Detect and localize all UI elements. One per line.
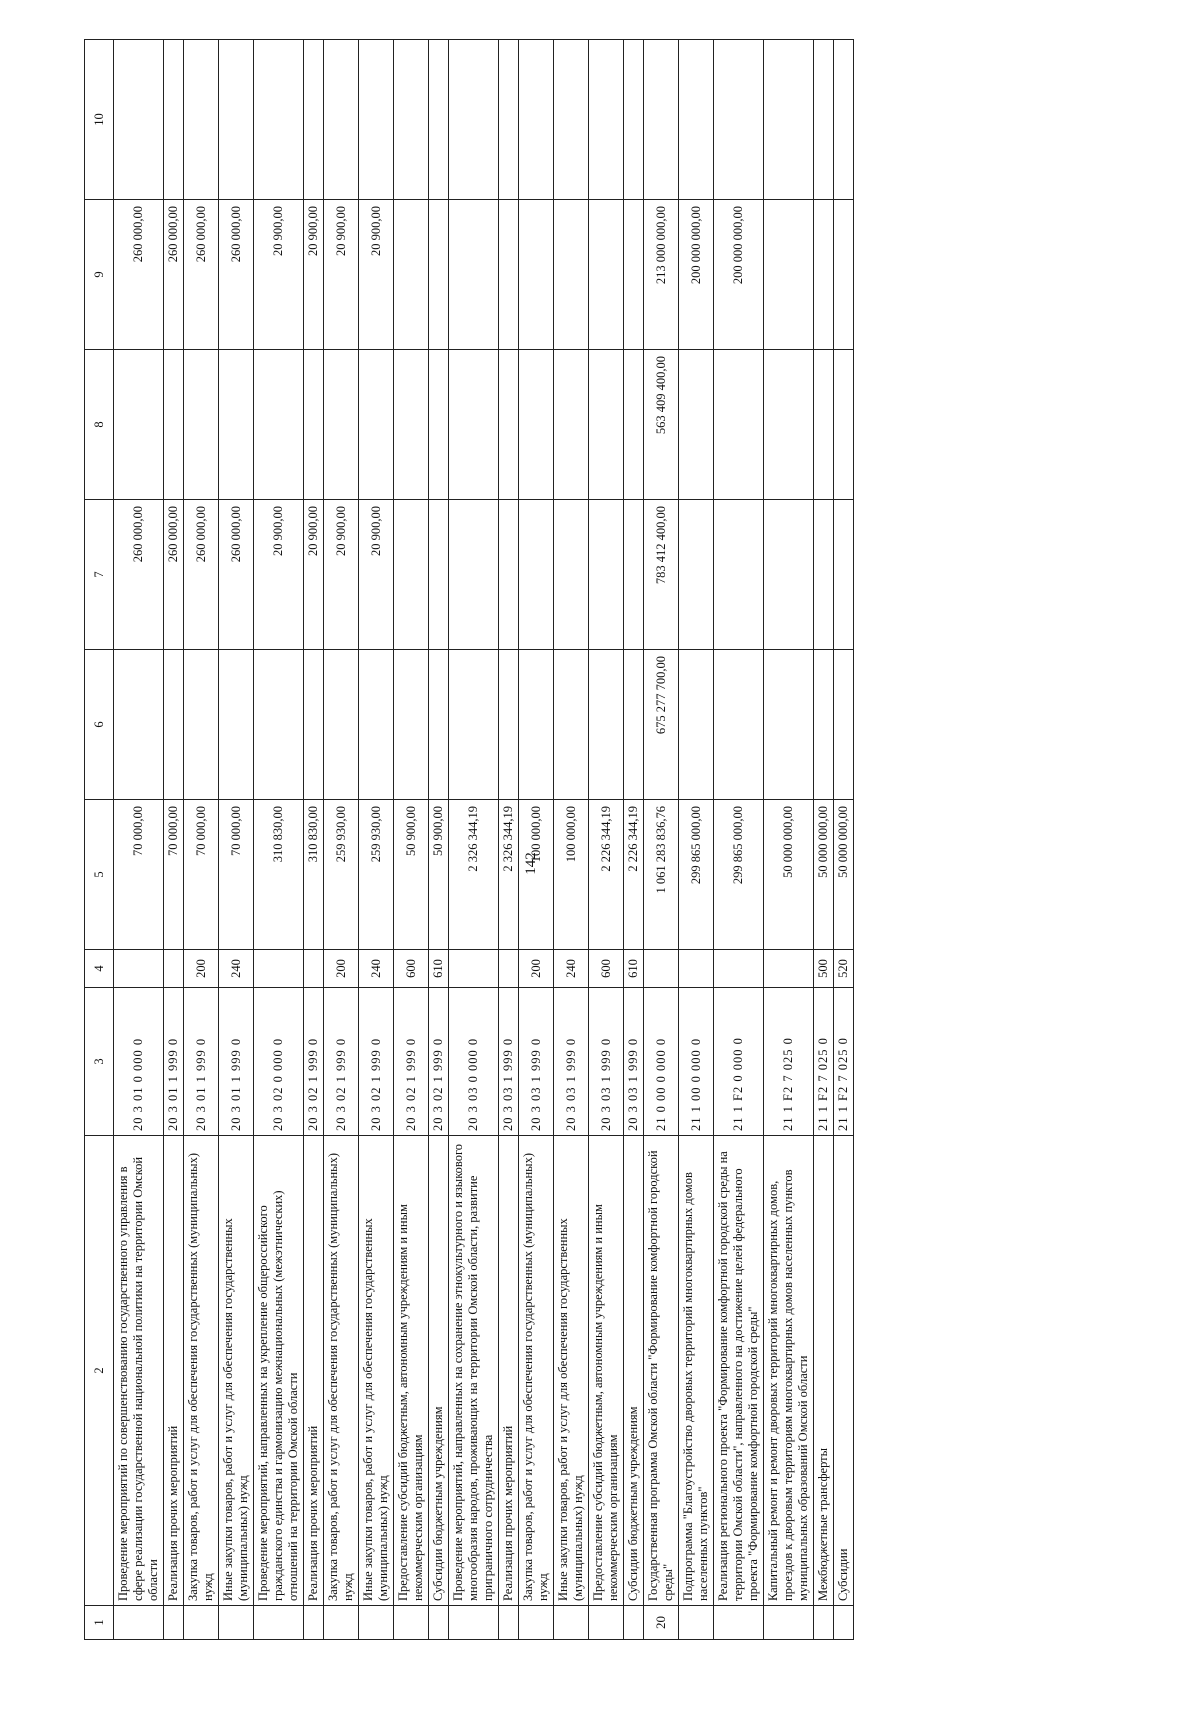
row-expense-type — [449, 950, 499, 988]
row-number — [714, 1606, 764, 1640]
row-col-5: 100 000,00 — [554, 800, 589, 950]
row-col-6 — [254, 650, 304, 800]
row-code: 20 3 03 1 999 0 — [554, 988, 589, 1136]
row-expense-type: 240 — [554, 950, 589, 988]
table-body — [114, 40, 854, 1640]
row-col-9 — [394, 200, 429, 350]
row-expense-type — [114, 950, 164, 988]
row-col-8 — [394, 350, 429, 500]
row-code: 20 3 03 1 999 0 — [499, 988, 519, 1136]
row-col-9: 260 000,00 — [114, 200, 164, 350]
row-col-9: 213 000 000,00 — [644, 200, 679, 350]
row-name: Предоставление субсидий бюджетным, автономным учреждениям и иным некоммерческим организациям — [394, 1136, 429, 1606]
row-code: 21 1 F2 7 025 0 — [814, 988, 834, 1136]
row-col-5: 50 900,00 — [394, 800, 429, 950]
row-col-8 — [324, 350, 359, 500]
header-col-9: 9 — [85, 200, 114, 350]
table-row — [184, 40, 219, 1640]
row-col-10 — [359, 40, 394, 200]
row-col-8 — [449, 350, 499, 500]
header-col-4: 4 — [85, 950, 114, 988]
row-expense-type: 600 — [394, 950, 429, 988]
table-row — [714, 40, 764, 1640]
row-col-10 — [644, 40, 679, 200]
row-col-5: 299 865 000,00 — [714, 800, 764, 950]
row-code: 20 3 03 1 999 0 — [589, 988, 624, 1136]
table-row — [499, 40, 519, 1640]
row-col-8 — [679, 350, 714, 500]
row-col-7: 20 900,00 — [324, 500, 359, 650]
row-expense-type: 240 — [219, 950, 254, 988]
row-code: 20 3 01 1 999 0 — [164, 988, 184, 1136]
table-row — [679, 40, 714, 1640]
table-row — [644, 40, 679, 1640]
row-number — [359, 1606, 394, 1640]
row-code: 20 3 03 1 999 0 — [624, 988, 644, 1136]
row-col-7: 20 900,00 — [304, 500, 324, 650]
row-col-8 — [834, 350, 854, 500]
row-col-6 — [184, 650, 219, 800]
row-col-9 — [764, 200, 814, 350]
row-code: 20 3 02 0 000 0 — [254, 988, 304, 1136]
row-col-5: 70 000,00 — [184, 800, 219, 950]
row-expense-type — [304, 950, 324, 988]
row-col-10 — [254, 40, 304, 200]
row-number — [834, 1606, 854, 1640]
row-col-9 — [834, 200, 854, 350]
row-col-10 — [624, 40, 644, 200]
row-col-10 — [394, 40, 429, 200]
row-col-8 — [814, 350, 834, 500]
row-col-7: 260 000,00 — [219, 500, 254, 650]
row-col-5: 259 930,00 — [324, 800, 359, 950]
row-col-9 — [499, 200, 519, 350]
row-col-9: 260 000,00 — [219, 200, 254, 350]
header-col-7: 7 — [85, 500, 114, 650]
row-col-8 — [359, 350, 394, 500]
row-name: Государственная программа Омской области "Формирование комфортной городской среды" — [644, 1136, 679, 1606]
row-number — [764, 1606, 814, 1640]
row-number — [429, 1606, 449, 1640]
row-col-5: 2 326 344,19 — [449, 800, 499, 950]
header-col-5: 5 — [85, 800, 114, 950]
table-row — [814, 40, 834, 1640]
row-col-8 — [184, 350, 219, 500]
row-col-6 — [359, 650, 394, 800]
table-row — [164, 40, 184, 1640]
row-col-9 — [449, 200, 499, 350]
row-col-10 — [184, 40, 219, 200]
row-expense-type: 500 — [814, 950, 834, 988]
row-name: Иные закупки товаров, работ и услуг для обеспечения государственных (муниципальных) нужд — [219, 1136, 254, 1606]
row-col-7 — [714, 500, 764, 650]
row-col-7 — [589, 500, 624, 650]
row-col-5: 50 000 000,00 — [814, 800, 834, 950]
row-col-7 — [764, 500, 814, 650]
row-col-5: 70 000,00 — [114, 800, 164, 950]
row-col-6 — [114, 650, 164, 800]
row-expense-type: 200 — [184, 950, 219, 988]
row-col-8 — [254, 350, 304, 500]
row-col-6 — [219, 650, 254, 800]
row-col-8 — [114, 350, 164, 500]
header-col-2: 2 — [85, 1136, 114, 1606]
row-name: Реализация регионального проекта "Формирование комфортной городской среды на территории Омской области", направленного на достижение целей федерального проекта "Формирование комфортной городской среды" — [714, 1136, 764, 1606]
row-number — [304, 1606, 324, 1640]
row-name: Закупка товаров, работ и услуг для обеспечения государственных (муниципальных) нужд — [324, 1136, 359, 1606]
row-col-6 — [519, 650, 554, 800]
row-col-7 — [394, 500, 429, 650]
row-number — [519, 1606, 554, 1640]
row-col-5: 50 000 000,00 — [834, 800, 854, 950]
row-col-8: 563 409 400,00 — [644, 350, 679, 500]
row-number — [324, 1606, 359, 1640]
row-col-9 — [624, 200, 644, 350]
row-col-6 — [554, 650, 589, 800]
table-row — [114, 40, 164, 1640]
row-name: Предоставление субсидий бюджетным, автономным учреждениям и иным некоммерческим организациям — [589, 1136, 624, 1606]
table-row — [519, 40, 554, 1640]
row-col-5: 70 000,00 — [164, 800, 184, 950]
row-number — [164, 1606, 184, 1640]
row-col-6 — [394, 650, 429, 800]
row-name: Реализация прочих мероприятий — [304, 1136, 324, 1606]
row-col-10 — [679, 40, 714, 200]
row-col-10 — [114, 40, 164, 200]
table-row — [589, 40, 624, 1640]
row-col-8 — [764, 350, 814, 500]
row-col-7: 260 000,00 — [184, 500, 219, 650]
row-expense-type: 520 — [834, 950, 854, 988]
row-col-9: 200 000 000,00 — [714, 200, 764, 350]
table-row — [624, 40, 644, 1640]
row-col-9: 20 900,00 — [324, 200, 359, 350]
row-col-9: 20 900,00 — [359, 200, 394, 350]
row-col-10 — [714, 40, 764, 200]
row-expense-type — [764, 950, 814, 988]
row-col-6 — [324, 650, 359, 800]
row-col-5: 310 830,00 — [304, 800, 324, 950]
row-name: Иные закупки товаров, работ и услуг для обеспечения государственных (муниципальных) нужд — [554, 1136, 589, 1606]
table-row — [394, 40, 429, 1640]
row-col-8 — [499, 350, 519, 500]
row-col-6 — [589, 650, 624, 800]
row-name: Проведение мероприятий, направленных на укрепление общероссийского гражданского единства и гармонизацию межнациональных (межэтнических) отношений на территории Омской области — [254, 1136, 304, 1606]
row-col-7 — [679, 500, 714, 650]
row-col-10 — [834, 40, 854, 200]
row-code: 20 3 02 1 999 0 — [324, 988, 359, 1136]
row-code: 20 3 02 1 999 0 — [304, 988, 324, 1136]
row-col-10 — [589, 40, 624, 200]
table-row — [449, 40, 499, 1640]
row-col-8 — [714, 350, 764, 500]
row-code: 21 1 F2 7 025 0 — [834, 988, 854, 1136]
row-col-8 — [624, 350, 644, 500]
row-col-10 — [164, 40, 184, 200]
table-row — [359, 40, 394, 1640]
row-col-10 — [449, 40, 499, 200]
row-col-7 — [814, 500, 834, 650]
row-col-7 — [624, 500, 644, 650]
row-col-5: 2 326 344,19 — [499, 800, 519, 950]
row-code: 20 3 03 0 000 0 — [449, 988, 499, 1136]
row-number — [394, 1606, 429, 1640]
row-expense-type: 200 — [519, 950, 554, 988]
row-code: 21 0 00 0 000 0 — [644, 988, 679, 1136]
row-col-6 — [834, 650, 854, 800]
table-row — [254, 40, 304, 1640]
row-col-10 — [219, 40, 254, 200]
row-col-6: 675 277 700,00 — [644, 650, 679, 800]
table-row — [429, 40, 449, 1640]
table-row — [304, 40, 324, 1640]
row-expense-type: 610 — [429, 950, 449, 988]
row-col-6 — [449, 650, 499, 800]
row-col-7 — [449, 500, 499, 650]
row-number: 20 — [644, 1606, 679, 1640]
row-col-8 — [429, 350, 449, 500]
row-col-5: 1 061 283 836,76 — [644, 800, 679, 950]
row-col-10 — [814, 40, 834, 200]
row-number — [679, 1606, 714, 1640]
table-row — [324, 40, 359, 1640]
row-col-6 — [764, 650, 814, 800]
row-col-9: 200 000 000,00 — [679, 200, 714, 350]
row-code: 20 3 01 1 999 0 — [219, 988, 254, 1136]
row-col-10 — [499, 40, 519, 200]
row-expense-type — [254, 950, 304, 988]
row-col-6 — [624, 650, 644, 800]
row-expense-type: 610 — [624, 950, 644, 988]
table-row — [764, 40, 814, 1640]
row-expense-type: 600 — [589, 950, 624, 988]
row-col-9: 260 000,00 — [184, 200, 219, 350]
row-col-6 — [714, 650, 764, 800]
row-col-8 — [554, 350, 589, 500]
row-number — [499, 1606, 519, 1640]
row-name: Капитальный ремонт и ремонт дворовых территорий многоквартирных домов, проездов к дворовым территориям многоквартирных домов населенных пунктов муниципальных образований Омской области — [764, 1136, 814, 1606]
row-name: Подпрограмма "Благоустройство дворовых территорий многоквартирных домов населенных пунктов" — [679, 1136, 714, 1606]
row-code: 21 1 F2 7 025 0 — [764, 988, 814, 1136]
header-col-1: 1 — [85, 1606, 114, 1640]
row-col-9: 260 000,00 — [164, 200, 184, 350]
row-code: 21 1 00 0 000 0 — [679, 988, 714, 1136]
row-expense-type — [164, 950, 184, 988]
row-code: 20 3 02 1 999 0 — [394, 988, 429, 1136]
header-row — [85, 40, 114, 1640]
row-col-5: 50 000 000,00 — [764, 800, 814, 950]
row-col-7: 260 000,00 — [164, 500, 184, 650]
row-number — [184, 1606, 219, 1640]
row-col-6 — [164, 650, 184, 800]
row-expense-type — [499, 950, 519, 988]
row-code: 20 3 01 0 000 0 — [114, 988, 164, 1136]
row-col-5: 70 000,00 — [219, 800, 254, 950]
row-name: Закупка товаров, работ и услуг для обеспечения государственных (муниципальных) нужд — [184, 1136, 219, 1606]
row-code: 20 3 02 1 999 0 — [429, 988, 449, 1136]
row-col-7 — [554, 500, 589, 650]
row-col-7: 260 000,00 — [114, 500, 164, 650]
budget-table — [84, 39, 854, 1640]
row-col-9 — [814, 200, 834, 350]
row-name: Проведение мероприятий по совершенствованию государственного управления в сфере реализации государственной национальной политики на территории Омской области — [114, 1136, 164, 1606]
page-number: 142 — [522, 852, 539, 875]
row-col-5: 259 930,00 — [359, 800, 394, 950]
row-col-8 — [519, 350, 554, 500]
row-col-8 — [304, 350, 324, 500]
row-col-6 — [499, 650, 519, 800]
row-number — [254, 1606, 304, 1640]
row-col-7 — [429, 500, 449, 650]
row-col-10 — [764, 40, 814, 200]
row-col-8 — [589, 350, 624, 500]
row-name: Реализация прочих мероприятий — [499, 1136, 519, 1606]
row-expense-type — [644, 950, 679, 988]
table-row — [219, 40, 254, 1640]
row-number — [449, 1606, 499, 1640]
row-name: Закупка товаров, работ и услуг для обеспечения государственных (муниципальных) нужд — [519, 1136, 554, 1606]
row-code: 20 3 01 1 999 0 — [184, 988, 219, 1136]
row-col-5: 2 226 344,19 — [624, 800, 644, 950]
row-expense-type — [714, 950, 764, 988]
row-name: Проведение мероприятий, направленных на сохранение этнокультурного и языкового многообразия народов, проживающих на территории Омской области, развитие приграничного сотрудничества — [449, 1136, 499, 1606]
row-expense-type: 240 — [359, 950, 394, 988]
row-col-5: 50 900,00 — [429, 800, 449, 950]
row-col-7 — [519, 500, 554, 650]
header-col-6: 6 — [85, 650, 114, 800]
row-col-9: 20 900,00 — [254, 200, 304, 350]
row-col-9 — [519, 200, 554, 350]
row-col-7 — [499, 500, 519, 650]
header-col-8: 8 — [85, 350, 114, 500]
row-number — [114, 1606, 164, 1640]
row-name: Межбюджетные трансферты — [814, 1136, 834, 1606]
row-col-6 — [814, 650, 834, 800]
row-col-6 — [304, 650, 324, 800]
row-col-5: 299 865 000,00 — [679, 800, 714, 950]
row-col-7: 20 900,00 — [359, 500, 394, 650]
row-code: 21 1 F2 0 000 0 — [714, 988, 764, 1136]
row-number — [219, 1606, 254, 1640]
header-col-10: 10 — [85, 40, 114, 200]
row-expense-type — [679, 950, 714, 988]
row-col-8 — [219, 350, 254, 500]
header-col-3: 3 — [85, 988, 114, 1136]
row-col-10 — [519, 40, 554, 200]
row-col-8 — [164, 350, 184, 500]
row-col-9 — [554, 200, 589, 350]
row-number — [554, 1606, 589, 1640]
row-number — [814, 1606, 834, 1640]
row-name: Иные закупки товаров, работ и услуг для обеспечения государственных (муниципальных) нужд — [359, 1136, 394, 1606]
row-col-6 — [429, 650, 449, 800]
row-col-10 — [324, 40, 359, 200]
row-code: 20 3 02 1 999 0 — [359, 988, 394, 1136]
row-col-7: 783 412 400,00 — [644, 500, 679, 650]
row-col-7: 20 900,00 — [254, 500, 304, 650]
rotated-table-container — [84, 40, 1104, 1640]
row-col-10 — [554, 40, 589, 200]
table-row — [834, 40, 854, 1640]
row-col-10 — [429, 40, 449, 200]
row-name: Субсидии бюджетным учреждениям — [429, 1136, 449, 1606]
row-col-10 — [304, 40, 324, 200]
row-col-5: 310 830,00 — [254, 800, 304, 950]
row-col-7 — [834, 500, 854, 650]
row-col-9 — [429, 200, 449, 350]
row-col-9: 20 900,00 — [304, 200, 324, 350]
row-code: 20 3 03 1 999 0 — [519, 988, 554, 1136]
row-col-5: 100 000,00 — [519, 800, 554, 950]
row-number — [624, 1606, 644, 1640]
row-expense-type: 200 — [324, 950, 359, 988]
row-name: Субсидии — [834, 1136, 854, 1606]
table-row — [554, 40, 589, 1640]
row-col-9 — [589, 200, 624, 350]
row-name: Реализация прочих мероприятий — [164, 1136, 184, 1606]
row-number — [589, 1606, 624, 1640]
row-name: Субсидии бюджетным учреждениям — [624, 1136, 644, 1606]
row-col-6 — [679, 650, 714, 800]
row-col-5: 2 226 344,19 — [589, 800, 624, 950]
